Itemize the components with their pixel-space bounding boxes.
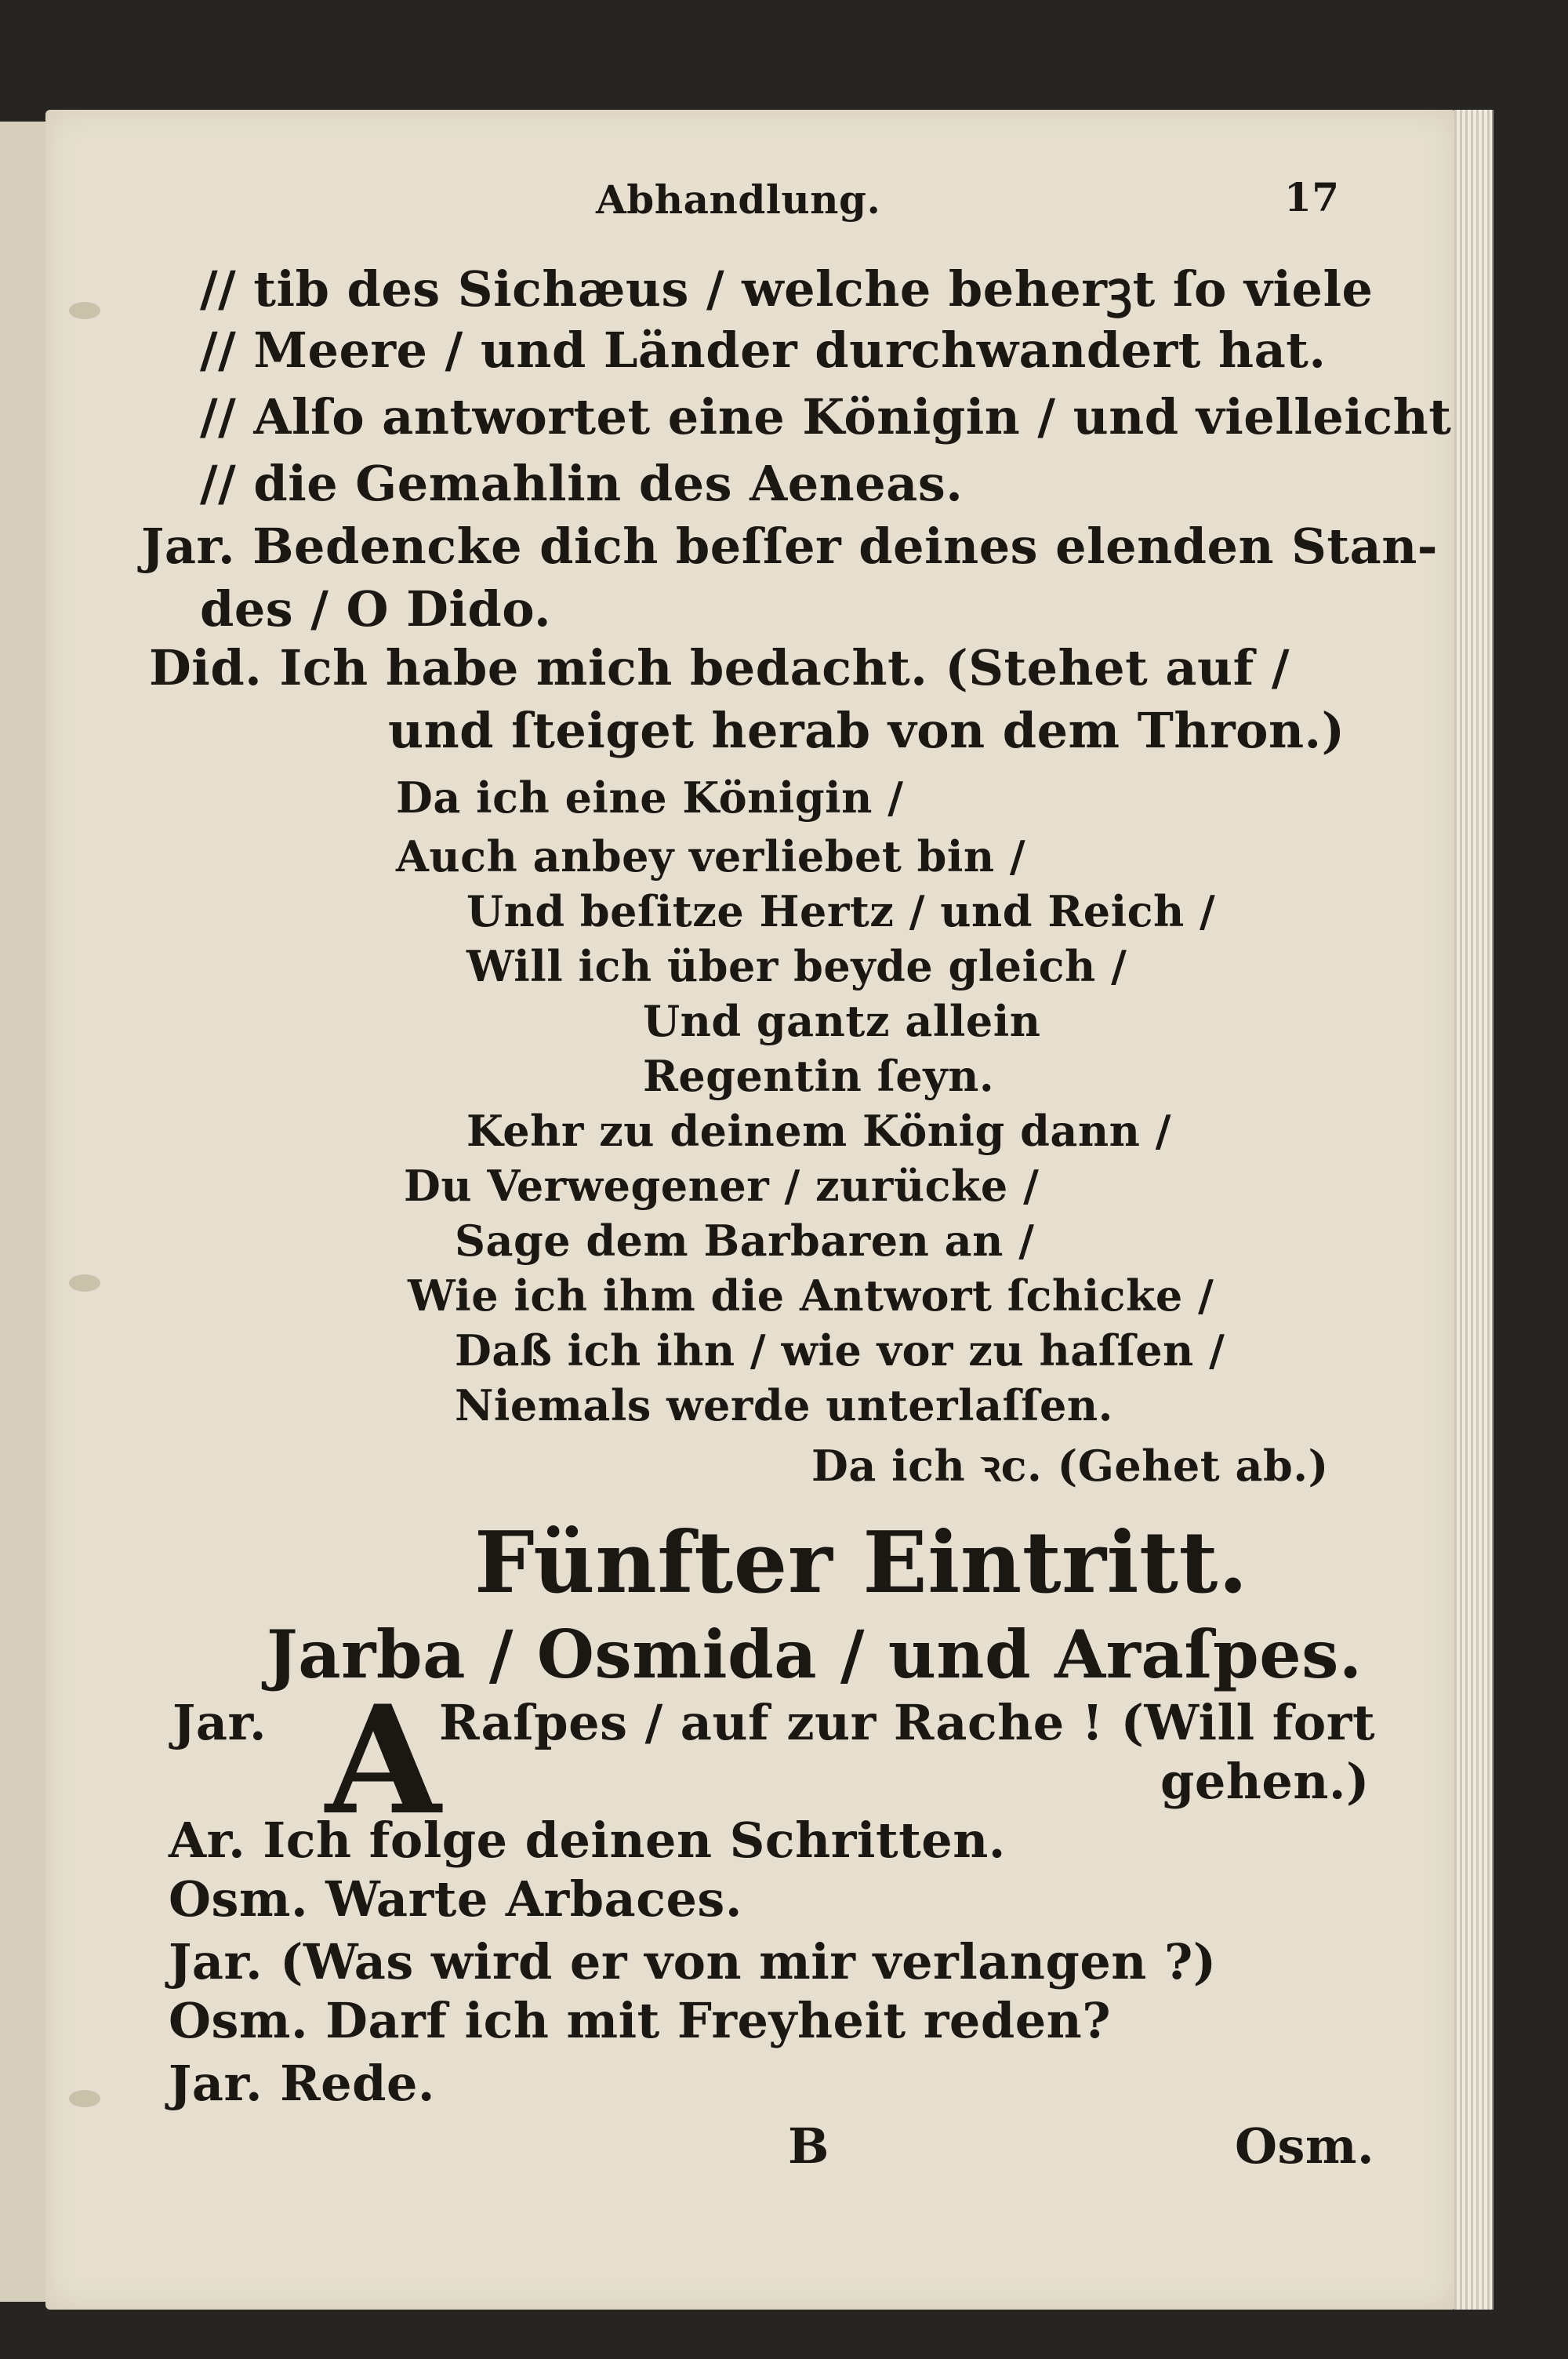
verse-line: Regentin ſeyn.: [643, 1051, 995, 1101]
verse-line: Wie ich ihm die Antwort ſchicke /: [408, 1270, 1214, 1321]
scene-characters: Jarba / Osmida / und Araſpes.: [267, 1616, 1363, 1693]
binding-hole: [69, 302, 100, 319]
verse-line: Da ich eine Königin /: [396, 772, 904, 823]
verse-line: Du Verwegener / zurücke /: [404, 1161, 1040, 1211]
scene-title: Fünfter Eintritt.: [474, 1514, 1248, 1612]
text-line: Osm. Warte Arbaces.: [169, 1870, 742, 1928]
text-line: und ſteiget herab von dem Thron.): [388, 702, 1345, 759]
text-line: Jar. Bedencke dich beſſer deines elenden Stan-: [141, 518, 1439, 575]
binding-hole: [69, 1274, 100, 1292]
verse-line: Daß ich ihn / wie vor zu haſſen /: [455, 1325, 1225, 1376]
text-line: Jar. (Was wird er von mir verlangen ?): [169, 1933, 1217, 1990]
binding-hole: [69, 2090, 100, 2107]
text-line: // Alſo antwortet eine Königin / und vielleicht: [200, 388, 1452, 445]
text-line: Osm. Darf ich mit Freyheit reden?: [169, 1992, 1112, 2049]
text-line: // Meere / und Länder durchwandert hat.: [200, 322, 1327, 379]
text-line: des / O Dido.: [200, 580, 552, 638]
verse-line: Niemals werde unterlaſſen.: [455, 1380, 1113, 1430]
text-line: // die Gemahlin des Aeneas.: [200, 455, 964, 512]
text-line: gehen.): [1160, 1753, 1370, 1810]
speaker-label: Jar.: [172, 1694, 267, 1751]
text-line: Did. Ich habe mich bedacht. (Stehet auf /: [149, 639, 1290, 696]
signature-mark: B: [788, 2117, 829, 2175]
drop-cap: A: [325, 1673, 441, 1848]
catchword: Osm.: [1235, 2117, 1375, 2175]
page-number: 17: [1284, 174, 1340, 220]
verse-line: Sage dem Barbaren an /: [455, 1216, 1035, 1266]
running-header: Abhandlung.: [596, 176, 881, 223]
text-line: Raſpes / auf zur Rache ! (Will fort: [439, 1694, 1376, 1751]
page-stack-edge: [1454, 110, 1494, 2310]
verse-line: Und gantz allein: [643, 996, 1041, 1046]
text-line: Jar. Rede.: [169, 2055, 436, 2112]
verse-line: Kehr zu deinem König dann /: [466, 1106, 1171, 1156]
text-line: Ar. Ich folge deinen Schritten.: [169, 1812, 1006, 1869]
verse-line: Und beſitze Hertz / und Reich /: [466, 886, 1216, 936]
verse-line: Da ich ꝛc. (Gehet ab.): [811, 1441, 1329, 1491]
verse-line: Auch anbey verliebet bin /: [396, 831, 1026, 881]
text-line: // tib des Sichæus / welche beherꝫt ſo viele: [200, 260, 1374, 318]
verse-line: Will ich über beyde gleich /: [466, 941, 1127, 991]
